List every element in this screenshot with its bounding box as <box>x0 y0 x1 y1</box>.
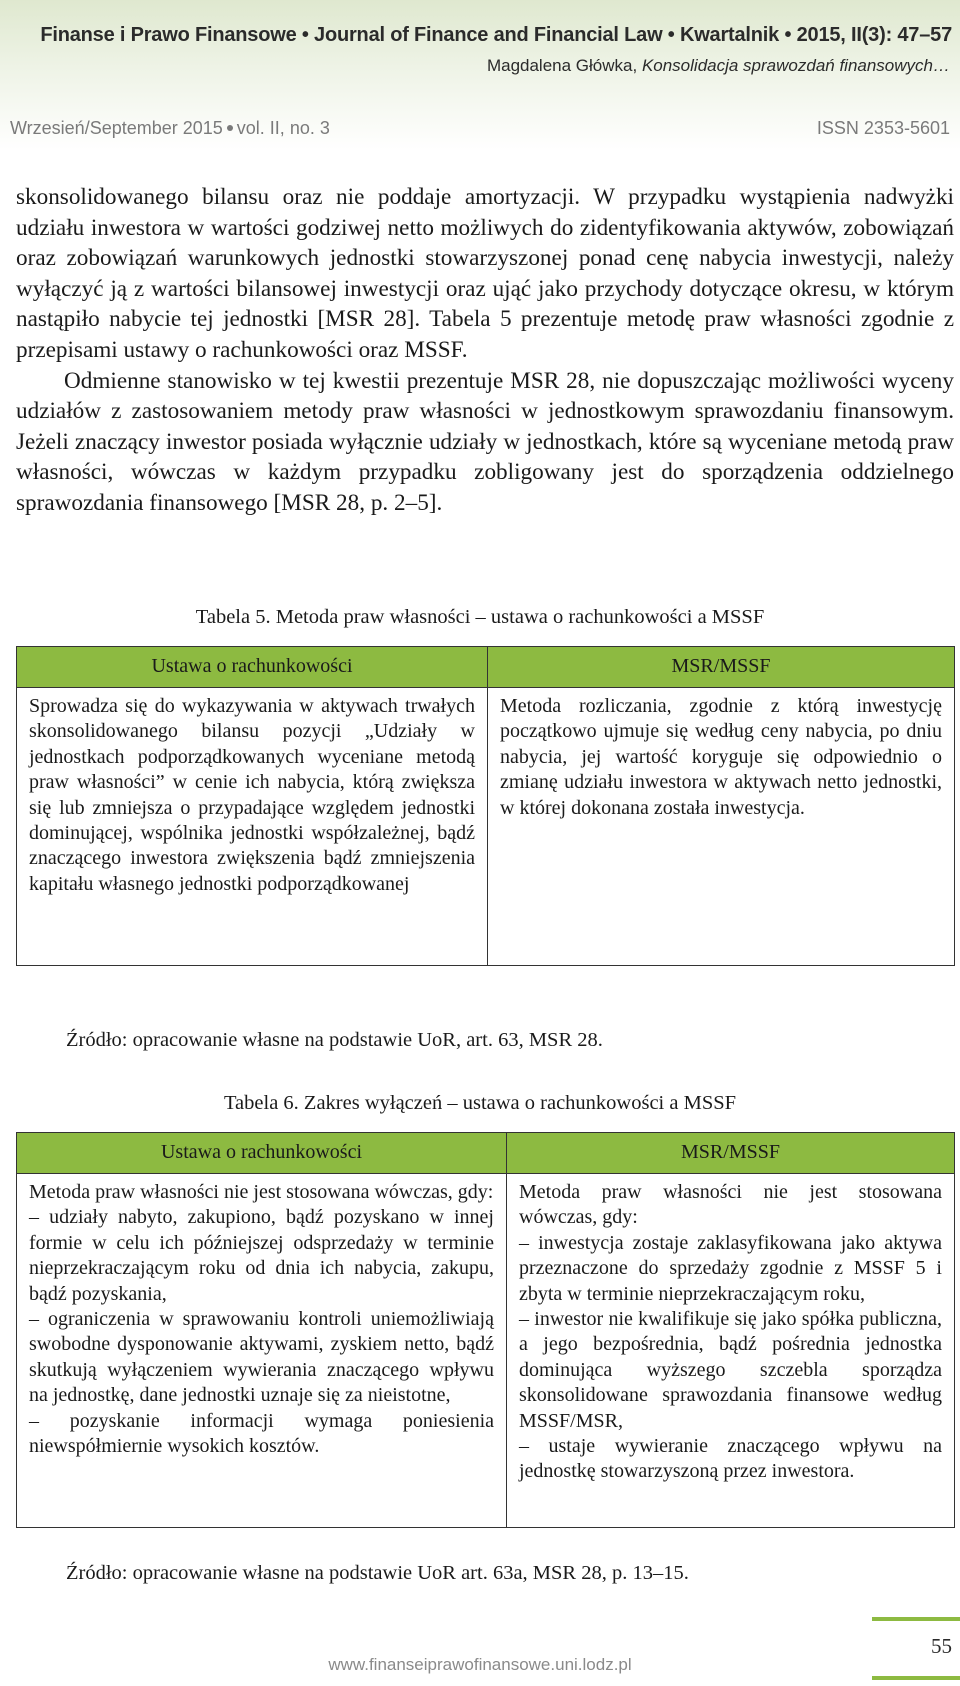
issue-volume: vol. II, no. 3 <box>236 118 330 138</box>
paragraph: Odmienne stanowisko w tej kwestii prezentuje MSR 28, nie dopuszczając możliwości wyceny udziałów z zastosowaniem metody praw własności w jednostkowym sprawozdaniu finansowym. Jeżeli znaczący inwestor posiada wyłącznie udziały w jednostkach, które są wyceniane metodą praw własności, wówczas w każdym przypadku zobligowany jest do sporządzenia oddzielnego sprawozdania finansowego [MSR 28, p. 2–5]. <box>16 367 954 516</box>
table-source: Źródło: opracowanie własne na podstawie UoR art. 63a, MSR 28, p. 13–15. <box>66 1562 689 1584</box>
bullet-icon <box>227 125 233 131</box>
page-number: 55 <box>931 1634 952 1658</box>
table-source: Źródło: opracowanie własne na podstawie UoR, art. 63, MSR 28. <box>66 1029 603 1051</box>
issn: ISSN 2353-5601 <box>816 118 950 138</box>
column-header: MSR/MSSF <box>507 1133 955 1174</box>
list-item: – ograniczenia w sprawowaniu kontroli uniemożliwiają swobodne dysponowanie aktywami, zyskiem netto, bądź skutkują wyłączeniem wywierania znaczącego wpływu na jednostkę, dane jednostki uznaje się za nieistotne, <box>29 1308 494 1407</box>
paragraph: skonsolidowanego bilansu oraz nie poddaje amortyzacji. W przypadku wystąpienia nadwyżki udziału inwestora w wartości godziwej netto możliwych do zidentyfikowania aktywów, zobowiązań oraz zobowiązań warunkowych jednostki stowarzyszonej ponad cenę nabycia inwestycji, należy wyłączyć ją z wartości bilansowej inwestycji oraz ująć jako przychody dotyczące okresu, w którym nastąpiło nabycie tej jednostki [MSR 28]. Tabela 5 prezentuje metodę praw własności zgodnie z przepisami ustawy o rachunkowości oraz MSSF. <box>16 184 954 363</box>
journal-title: Finanse i Prawo Finansowe • Journal of Finance and Financial Law • Kwartalnik • 2015, II(3): 47–57 <box>40 24 952 46</box>
issue-date: Wrzesień/September 2015 <box>10 118 223 138</box>
table-cell <box>507 1174 955 1528</box>
table-caption: Tabela 5. Metoda praw własności – ustawa o rachunkowości a MSSF <box>195 606 765 628</box>
table-cell: Sprowadza się do wykazywania w aktywach trwałych skonsolidowanego bilansu pozycji „Udziały w jednostkach podporządkowanych wyceniane metodą praw własności” w cenie ich nabycia, którą zwiększa się lub zmniejsza o przypadające względem jednostki dominującej, wspólnika jednostki współzależnej, bądź znaczącego inwestora zwiększenia bądź zmniejszenia kapitału własnego jednostki podporządkowanej <box>17 688 488 966</box>
cell-intro: Metoda praw własności nie jest stosowana wówczas, gdy: <box>29 1181 494 1203</box>
table-caption: Tabela 6. Zakres wyłączeń – ustawa o rachunkowości a MSSF <box>223 1092 737 1114</box>
list-item: – inwestycja zostaje zaklasyfikowana jako aktywa przeznaczone do sprzedaży zgodnie z MSSF 5 i zbyta w terminie nieprzekraczającym roku, <box>519 1231 942 1305</box>
table-6 <box>16 1132 955 1528</box>
cell-intro: Metoda praw własności nie jest stosowana wówczas, gdy: <box>519 1181 942 1229</box>
page-header <box>0 0 960 150</box>
list-item: – ustaje wywieranie znaczącego wpływu na jednostkę stowarzyszoną przez inwestora. <box>519 1435 942 1483</box>
author-name: Magdalena Główka, <box>486 56 642 75</box>
table-cell: Metoda rozliczania, zgodnie z którą inwestycję początkowo ujmuje się według ceny nabycia, po dniu nabycia, jej wartość koryguje się odpowiednio o zmianę udziału inwestora w aktywach netto jednostki, w której dokonana została inwestycja. <box>488 688 955 966</box>
table-row <box>17 688 955 966</box>
list-item: – udziały nabyto, zakupiono, bądź pozyskano w innej formie w celu ich późniejszej odsprzedaży w terminie nieprzekraczającym roku od dnia ich nabycia, zakupu, bądź pozyskania, <box>29 1206 494 1305</box>
column-header: MSR/MSSF <box>488 647 955 688</box>
table-header-row <box>17 647 955 688</box>
table-row <box>17 1174 955 1528</box>
list-item: – pozyskanie informacji wymaga poniesienia niewspółmiernie wysokich kosztów. <box>29 1409 494 1458</box>
column-header: Ustawa o rachunkowości <box>17 647 488 688</box>
list-item: – inwestor nie kwalifikuje się jako spółka publiczna, a jego bezpośrednia, bądź pośrednia jednostka dominująca wyższego szczebla sporządza skonsolidowane sprawozdania finansowe według MSSF/MSR, <box>519 1308 942 1432</box>
footer-rule <box>872 1676 960 1680</box>
table-5 <box>16 646 955 966</box>
running-head <box>0 56 950 76</box>
column-header: Ustawa o rachunkowości <box>17 1133 507 1174</box>
body-text <box>16 182 954 519</box>
footer-rule <box>872 1617 960 1621</box>
footer-url[interactable]: www.finanseiprawofinansowe.uni.lodz.pl <box>328 1655 632 1674</box>
issue-info <box>10 118 330 139</box>
article-title: Konsolidacja sprawozdań finansowych… <box>641 56 950 75</box>
table-header-row <box>17 1133 955 1174</box>
table-cell <box>17 1174 507 1528</box>
